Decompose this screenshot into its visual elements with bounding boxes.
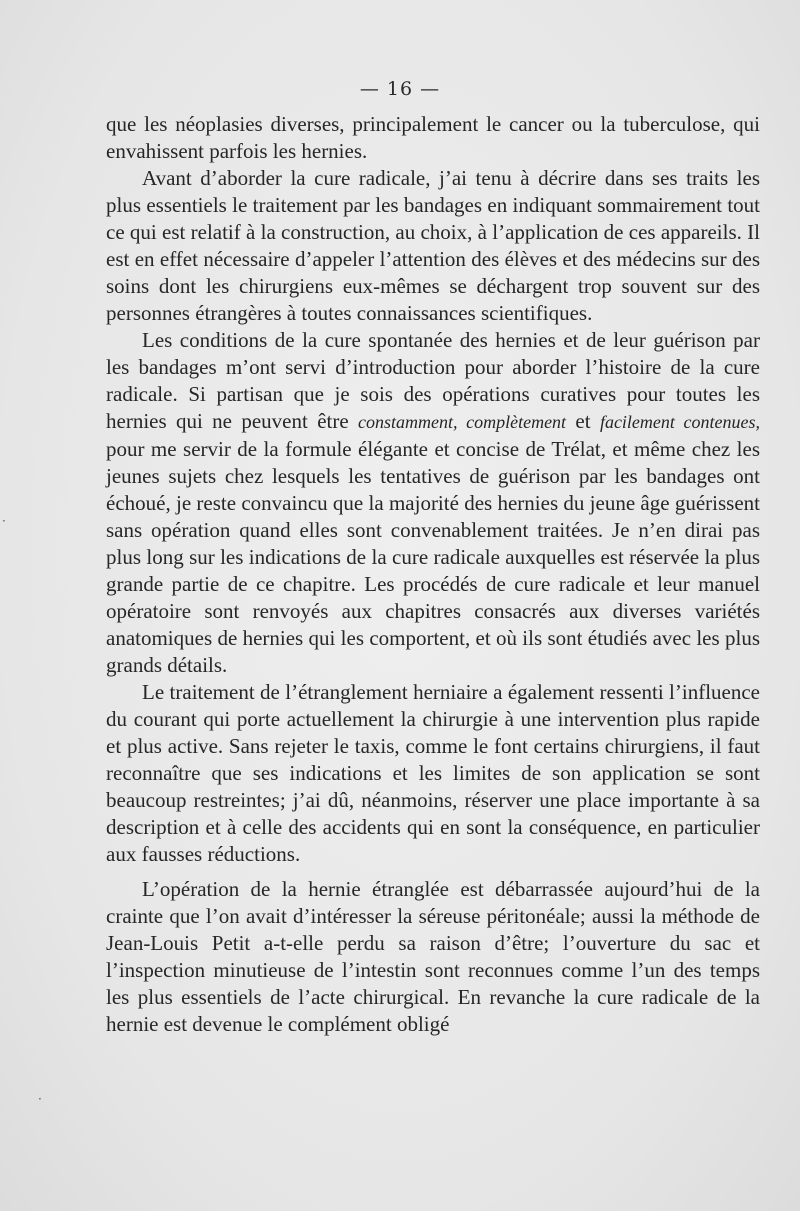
margin-speck: · — [2, 514, 6, 528]
paragraph-text: pour me servir de la formule élégante et concise de Trélat, et même chez les jeunes sujets chez lesquels les tentatives de guérison par les bandages ont échoué, je reste convaincu que la majorité des hernies du jeune âge guérissent sans opération quand elles sont convenablement traitées. Je n’en dirai pas plus long sur les indications de la cure radicale auxquelles est réservée la plus grande partie de ce chapitre. Les procédés de cure radicale et leur manuel opératoire sont renvoyés aux chapitres consacrés aux diverses variétés anatomiques de hernies qui les comportent, et où ils sont étudiés avec les plus grands détails. — [106, 437, 760, 677]
paragraph-3 — [106, 327, 760, 679]
paragraph-text: Le traitement de l’étranglement herniaire a également ressenti l’influence du courant qui porte actuellement la chirurgie à une intervention plus rapide et plus active. Sans rejeter le taxis, comme le font certains chirurgiens, il faut reconnaître que ses indications et les limites de son application se sont beaucoup restreintes; j’ai dû, néanmoins, réserver une place importante à sa description et à celle des accidents qui en sont la conséquence, en particulier aux fausses réductions. — [106, 680, 760, 866]
paragraph-text: et — [566, 409, 600, 433]
margin-speck: · — [38, 1092, 42, 1106]
paragraph-text: que les néoplasies diverses, principalement le cancer ou la tuberculose, qui envahissent parfois les hernies. — [106, 112, 760, 163]
body-text — [106, 111, 760, 1038]
page-number: — 16 — — [359, 78, 441, 100]
paragraph-text: L’opération de la hernie étranglée est débarrassée aujourd’hui de la crainte que l’on avait d’intéresser la séreuse péritonéale; aussi la méthode de Jean-Louis Petit a-t-elle perdu sa raison d’être; l’ouverture du sac et l’inspection minutieuse de l’intestin sont reconnues comme l’un des temps les plus essentiels de l’acte chirurgical. En revanche la cure radicale de la hernie est devenue le complément obligé — [106, 877, 760, 1036]
italic-phrase: constamment, complètement — [358, 412, 567, 432]
paragraph-text: Les conditions de la cure spontanée des hernies et de leur guérison par les bandages m’ont servi d’introduction pour aborder l’histoire de la cure radicale. Si partisan que je sois des opérations curatives pour toutes les hernies qui ne peuvent être — [106, 328, 760, 433]
paragraph-2 — [106, 165, 760, 327]
italic-phrase: facilement contenues, — [599, 412, 760, 432]
paragraph-text: Avant d’aborder la cure radicale, j’ai tenu à décrire dans ses traits les plus essentiels le traitement par les bandages en indiquant sommairement tout ce qui est relatif à la construction, au choix, à l’application de ces appareils. Il est en effet nécessaire d’appeler l’attention des élèves et des médecins sur des soins dont les chirurgiens eux-mêmes se déchargent trop souvent sur des personnes étrangères à toutes connaissances scientifiques. — [106, 166, 760, 325]
paragraph-4 — [106, 679, 760, 868]
paragraph-1 — [106, 111, 760, 165]
paragraph-5 — [106, 876, 760, 1038]
